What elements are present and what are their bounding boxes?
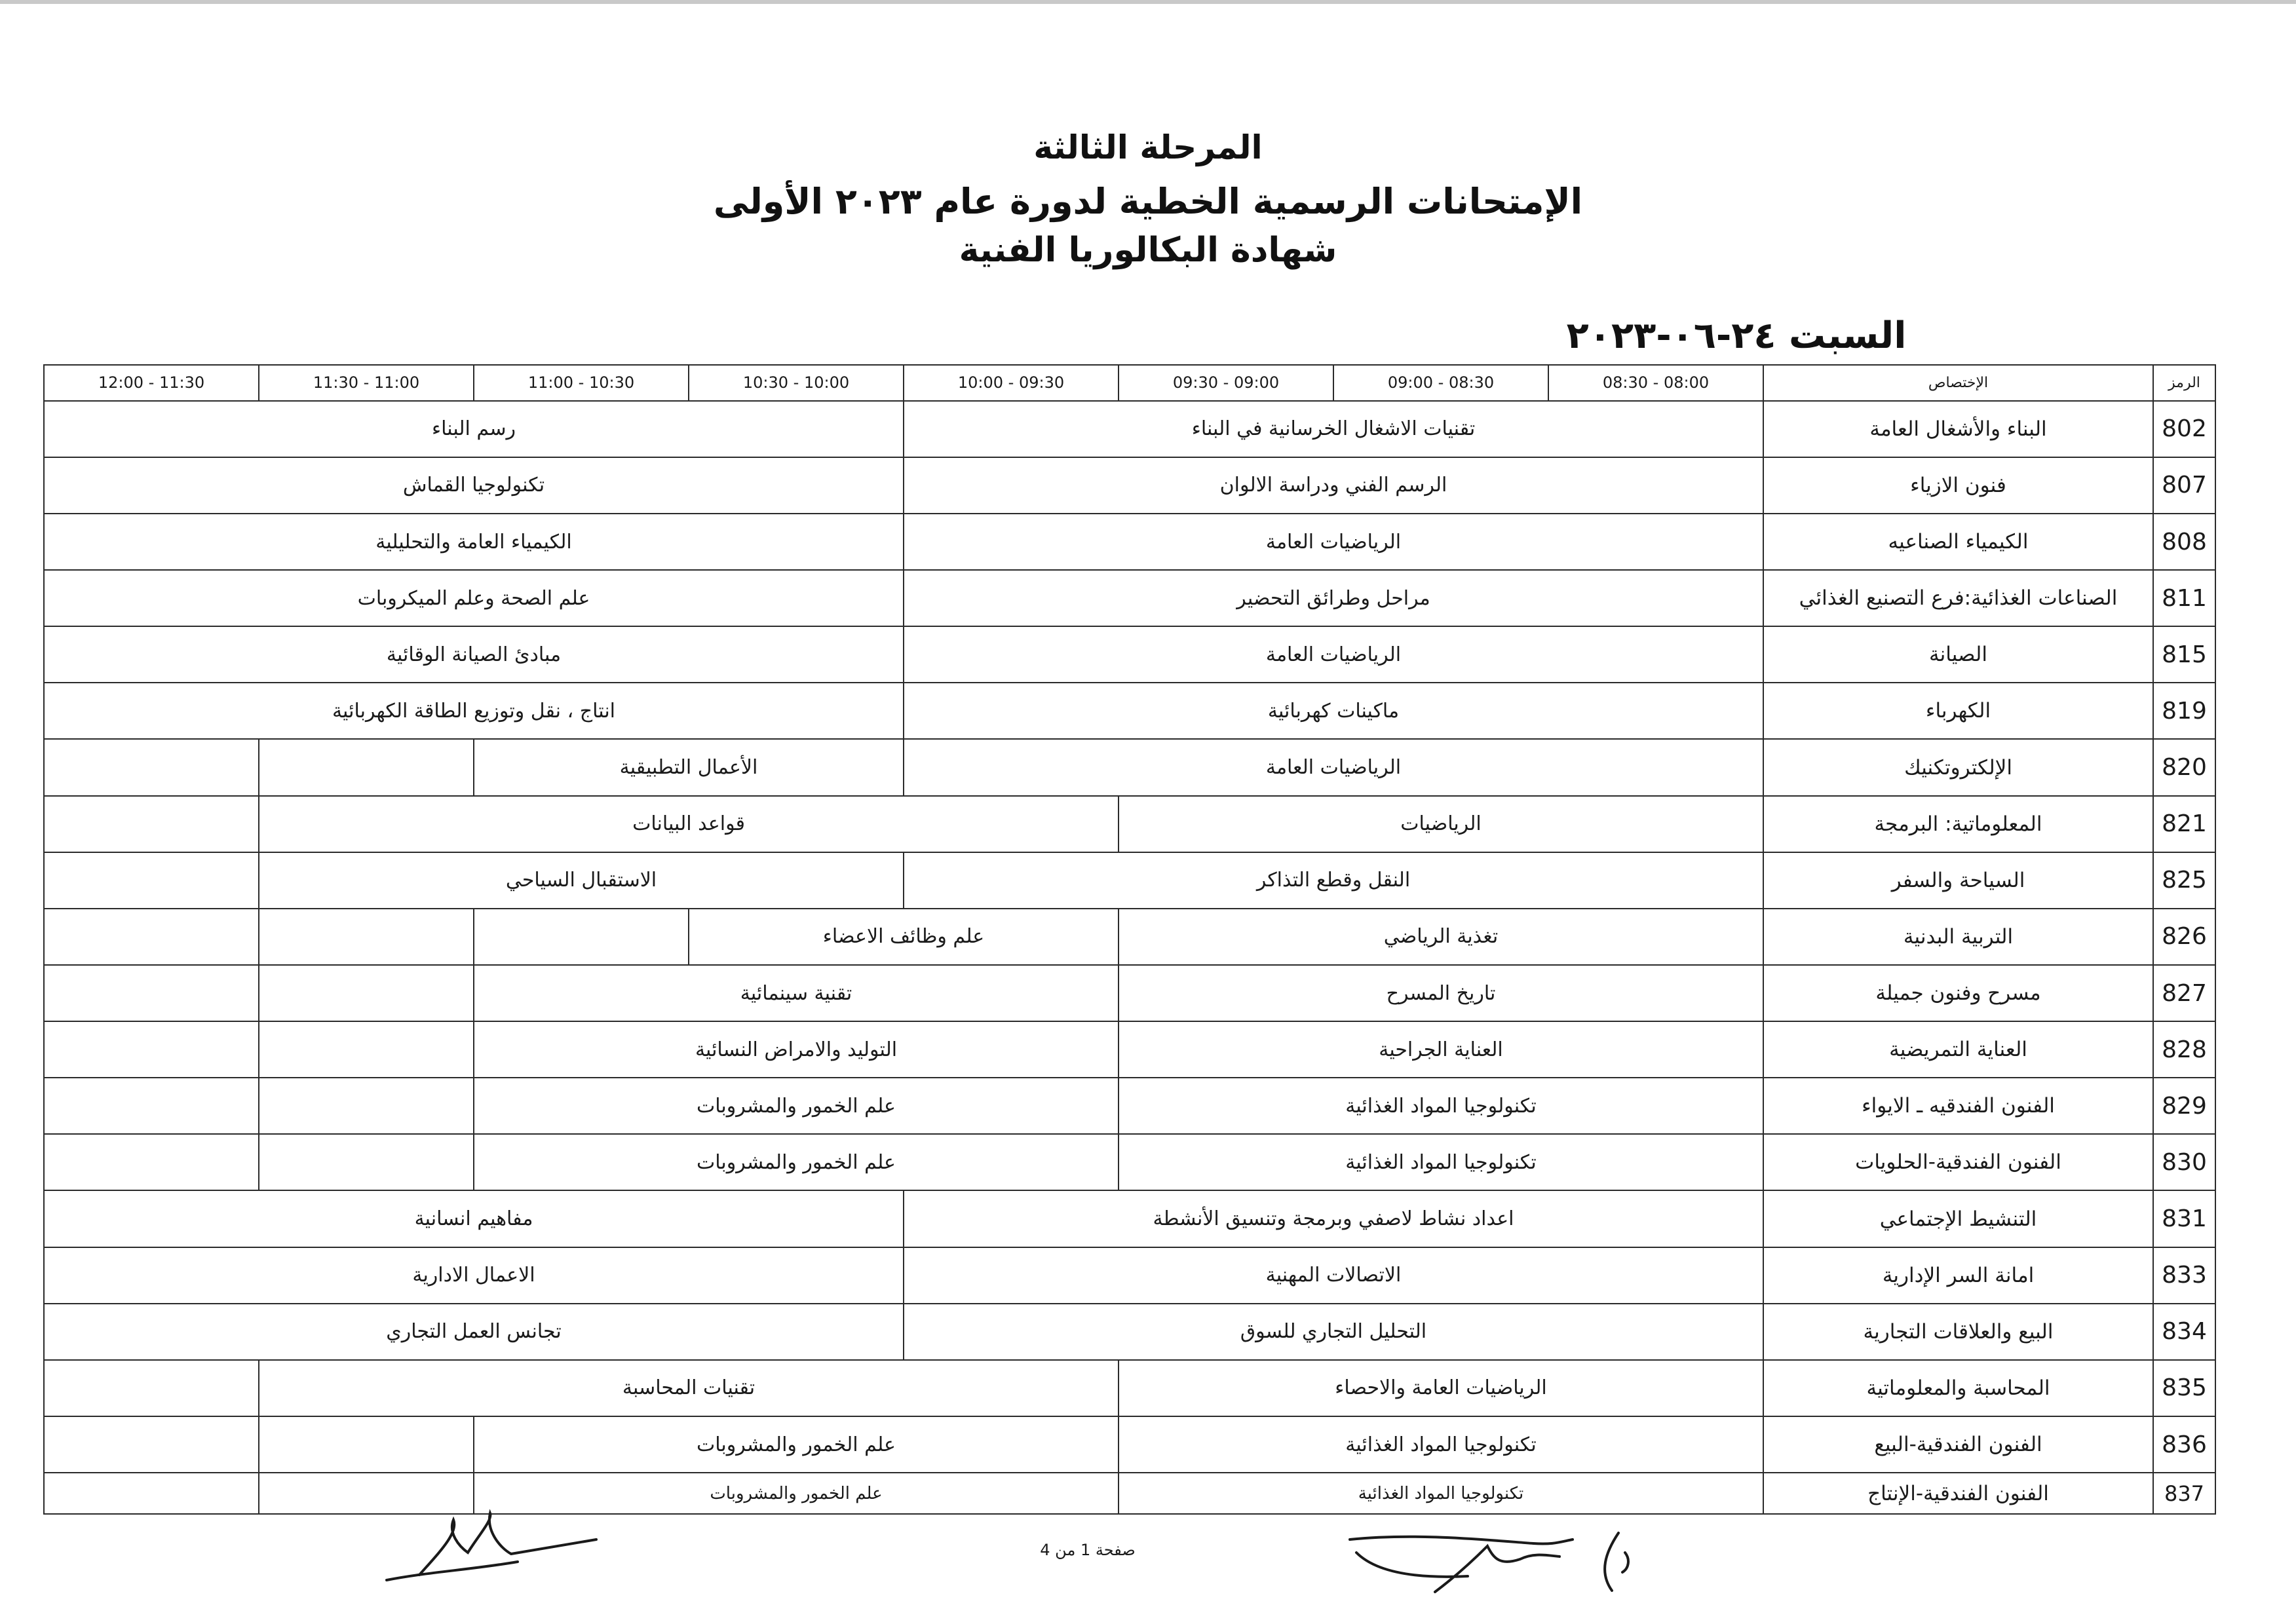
specialty-cell: المحاسبة والمعلوماتية	[1763, 1360, 2153, 1416]
top-border-line	[0, 0, 2296, 4]
subject-first-session: تغذية الرياضي	[1119, 909, 1763, 965]
table-row	[44, 796, 2215, 852]
table-row	[44, 683, 2215, 739]
subject-first-session: الرياضيات العامة	[904, 626, 1763, 683]
table-row	[44, 1078, 2215, 1134]
empty-cell	[44, 909, 259, 965]
specialty-cell: الكهرباء	[1763, 683, 2153, 739]
subject-first-session: اعداد نشاط لاصفي وبرمجة وتنسيق الأنشطة	[904, 1190, 1763, 1247]
code-header: الرمز	[2153, 365, 2215, 401]
exam-date: السبت ٢٤-٠٦-٢٠٢٣	[1566, 314, 1907, 357]
specialty-cell: فنون الازياء	[1763, 457, 2153, 514]
subject-second-session: مفاهيم انسانية	[44, 1190, 904, 1247]
signature-right	[1337, 1513, 1645, 1605]
specialty-cell: البيع والعلاقات التجارية	[1763, 1304, 2153, 1360]
code-cell: 811	[2153, 570, 2215, 626]
empty-cell	[259, 909, 474, 965]
subject-first-session: مراحل وطرائق التحضير	[904, 570, 1763, 626]
subject-first-session: الرياضيات العامة	[904, 739, 1763, 795]
subject-first-session: ماكينات كهربائية	[904, 683, 1763, 739]
time-slot-header: 10:00 - 09:30	[904, 365, 1119, 401]
empty-cell	[44, 965, 259, 1021]
code-cell: 826	[2153, 909, 2215, 965]
code-cell: 834	[2153, 1304, 2215, 1360]
code-cell: 835	[2153, 1360, 2215, 1416]
certificate-title: شهادة البكالوريا الفنية	[959, 231, 1337, 270]
subject-second-session: الاستقبال السياحي	[259, 852, 904, 909]
page-number: صفحة 1 من 4	[1040, 1541, 1136, 1559]
specialty-cell: الفنون الفندقية-البيع	[1763, 1416, 2153, 1473]
stage-title: المرحلة الثالثة	[1033, 128, 1263, 166]
specialty-cell: الكيمياء الصناعيه	[1763, 514, 2153, 570]
empty-cell	[259, 1078, 474, 1134]
code-cell: 807	[2153, 457, 2215, 514]
subject-first-session: الرياضيات العامة	[904, 514, 1763, 570]
code-cell: 831	[2153, 1190, 2215, 1247]
empty-cell	[259, 739, 474, 795]
specialty-cell: التنشيط الإجتماعي	[1763, 1190, 2153, 1247]
time-slot-header: 08:30 - 08:00	[1548, 365, 1763, 401]
empty-cell	[44, 852, 259, 909]
empty-cell	[44, 1078, 259, 1134]
table-row	[44, 514, 2215, 570]
code-cell: 833	[2153, 1247, 2215, 1304]
subject-second-session: تجانس العمل التجاري	[44, 1304, 904, 1360]
empty-cell	[44, 1360, 259, 1416]
table-row	[44, 1473, 2215, 1514]
code-cell: 808	[2153, 514, 2215, 570]
specialty-cell: الفنون الفندقيه ـ الايواء	[1763, 1078, 2153, 1134]
code-cell: 830	[2153, 1134, 2215, 1190]
table-row	[44, 1416, 2215, 1473]
subject-second-session: انتاج ، نقل وتوزيع الطاقة الكهربائية	[44, 683, 904, 739]
subject-first-session: التحليل التجاري للسوق	[904, 1304, 1763, 1360]
time-slot-header: 12:00 - 11:30	[44, 365, 259, 401]
table-row	[44, 570, 2215, 626]
subject-second-session: مبادئ الصيانة الوقائية	[44, 626, 904, 683]
empty-cell	[44, 739, 259, 795]
time-slot-header: 11:30 - 11:00	[259, 365, 474, 401]
table-row	[44, 965, 2215, 1021]
subject-first-session: تكنولوجيا المواد الغذائية	[1119, 1416, 1763, 1473]
subject-second-session: تقنيات المحاسبة	[259, 1360, 1119, 1416]
specialty-cell: التربية البدنية	[1763, 909, 2153, 965]
specialty-cell: العناية التمريضية	[1763, 1021, 2153, 1078]
subject-first-session: العناية الجراحية	[1119, 1021, 1763, 1078]
code-cell: 836	[2153, 1416, 2215, 1473]
signature-left	[380, 1507, 603, 1592]
subject-second-session: تقنية سينمائية	[474, 965, 1119, 1021]
subject-first-session: تقنيات الاشغال الخرسانية في البناء	[904, 401, 1763, 457]
table-row	[44, 1134, 2215, 1190]
empty-cell	[259, 1021, 474, 1078]
code-cell: 802	[2153, 401, 2215, 457]
empty-cell	[259, 965, 474, 1021]
table-row	[44, 626, 2215, 683]
subject-first-session: الرياضيات العامة والاحصاء	[1119, 1360, 1763, 1416]
exam-title: الإمتحانات الرسمية الخطية لدورة عام ٢٠٢٣ الأولى	[713, 181, 1583, 222]
empty-cell	[44, 1416, 259, 1473]
subject-first-session: تكنولوجيا المواد الغذائية	[1119, 1134, 1763, 1190]
code-cell: 837	[2153, 1473, 2215, 1514]
empty-cell	[259, 1134, 474, 1190]
specialty-cell: الصناعات الغذائية:فرع التصنيع الغذائي	[1763, 570, 2153, 626]
subject-second-session: التوليد والامراض النسائية	[474, 1021, 1119, 1078]
code-cell: 827	[2153, 965, 2215, 1021]
specialty-cell: السياحة والسفر	[1763, 852, 2153, 909]
table-row	[44, 401, 2215, 457]
code-cell: 815	[2153, 626, 2215, 683]
subject-second-session: الاعمال الادارية	[44, 1247, 904, 1304]
code-cell: 825	[2153, 852, 2215, 909]
table-row	[44, 1304, 2215, 1360]
subject-second-session: تكنولوجيا القماش	[44, 457, 904, 514]
empty-cell	[474, 909, 689, 965]
time-slot-header: 09:00 - 08:30	[1333, 365, 1548, 401]
table-row	[44, 909, 2215, 965]
code-cell: 828	[2153, 1021, 2215, 1078]
exam-schedule-table	[43, 364, 2216, 1515]
empty-cell	[44, 1473, 259, 1514]
empty-cell	[44, 1021, 259, 1078]
specialty-cell: الفنون الفندقية-الإنتاج	[1763, 1473, 2153, 1514]
subject-second-session: علم الصحة وعلم الميكروبات	[44, 570, 904, 626]
specialty-cell: الفنون الفندقية-الحلويات	[1763, 1134, 2153, 1190]
subject-second-session: علم وظائف الاعضاء	[689, 909, 1119, 965]
code-cell: 829	[2153, 1078, 2215, 1134]
header-row	[44, 365, 2215, 401]
subject-second-session: علم الخمور والمشروبات	[474, 1416, 1119, 1473]
table-row	[44, 739, 2215, 795]
code-cell: 820	[2153, 739, 2215, 795]
empty-cell	[44, 1134, 259, 1190]
table-row	[44, 457, 2215, 514]
subject-first-session: الرسم الفني ودراسة الالوان	[904, 457, 1763, 514]
subject-second-session: علم الخمور والمشروبات	[474, 1134, 1119, 1190]
table-row	[44, 1190, 2215, 1247]
subject-first-session: تاريخ المسرح	[1119, 965, 1763, 1021]
table-row	[44, 1021, 2215, 1078]
time-slot-header: 11:00 - 10:30	[474, 365, 689, 401]
table-row	[44, 1360, 2215, 1416]
specialty-cell: الصيانة	[1763, 626, 2153, 683]
subject-second-session: الكيمياء العامة والتحليلية	[44, 514, 904, 570]
subject-first-session: تكنولوجيا المواد الغذائية	[1119, 1473, 1763, 1514]
subject-second-session: قواعد البيانات	[259, 796, 1119, 852]
subject-first-session: الاتصالات المهنية	[904, 1247, 1763, 1304]
specialty-header: الإختصاص	[1763, 365, 2153, 401]
subject-second-session: علم الخمور والمشروبات	[474, 1473, 1119, 1514]
specialty-cell: مسرح وفنون جميلة	[1763, 965, 2153, 1021]
specialty-cell: امانة السر الإدارية	[1763, 1247, 2153, 1304]
specialty-cell: البناء والأشغال العامة	[1763, 401, 2153, 457]
table-row	[44, 1247, 2215, 1304]
specialty-cell: الإلكتروتكنيك	[1763, 739, 2153, 795]
code-cell: 821	[2153, 796, 2215, 852]
subject-second-session: رسم البناء	[44, 401, 904, 457]
specialty-cell: المعلوماتية: البرمجة	[1763, 796, 2153, 852]
empty-cell	[259, 1416, 474, 1473]
time-slot-header: 10:30 - 10:00	[689, 365, 904, 401]
table-row	[44, 852, 2215, 909]
code-cell: 819	[2153, 683, 2215, 739]
subject-first-session: النقل وقطع التذاكر	[904, 852, 1763, 909]
empty-cell	[44, 796, 259, 852]
subject-second-session: الأعمال التطبيقية	[474, 739, 904, 795]
subject-second-session: علم الخمور والمشروبات	[474, 1078, 1119, 1134]
time-slot-header: 09:30 - 09:00	[1119, 365, 1333, 401]
subject-first-session: تكنولوجيا المواد الغذائية	[1119, 1078, 1763, 1134]
subject-first-session: الرياضيات	[1119, 796, 1763, 852]
